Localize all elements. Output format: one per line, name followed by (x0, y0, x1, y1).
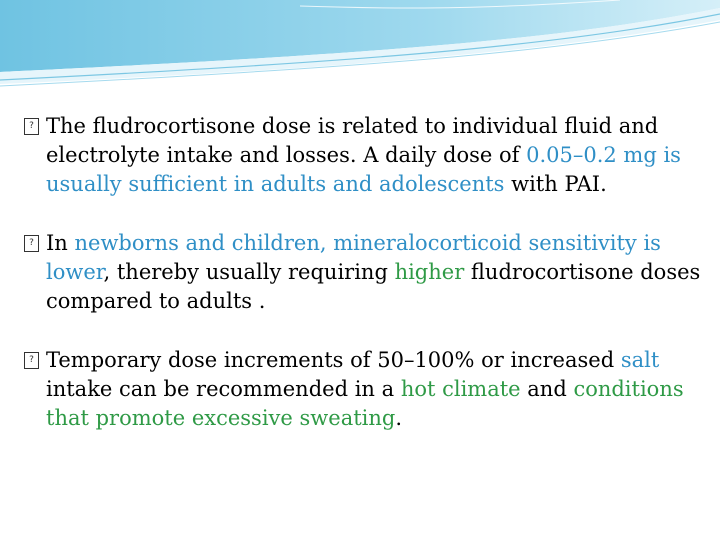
text-segment: The fludrocortisone dose is related to individual fluid and electrolyte intake and losses. A daily dose of (46, 114, 659, 167)
text-segment: 0.05–0.2 mg (526, 143, 657, 167)
bullet-text (46, 114, 681, 196)
text-segment: salt (620, 348, 660, 372)
text-segment: fludrocortisone doses compared to adults . (46, 260, 701, 313)
text-segment: hot climate (400, 377, 521, 401)
text-segment: newborns and children, mineralocorticoid sensitivity is lower (46, 231, 661, 284)
text-segment: , thereby usually requiring (103, 260, 395, 284)
bullet-item-3 (24, 346, 704, 433)
bullet-text (46, 231, 700, 313)
missing-glyph-icon: ? (24, 352, 39, 369)
text-segment: with PAI. (504, 172, 607, 196)
header-wave-decoration (0, 0, 720, 100)
bullet-item-1 (24, 112, 704, 199)
slide-body (24, 112, 704, 463)
text-segment: conditions that promote excessive sweating (46, 377, 684, 430)
text-segment: Temporary dose increments of 50–100% or increased (46, 348, 621, 372)
text-segment: is usually sufficient in adults and adolescents (46, 143, 681, 196)
missing-glyph-icon: ? (24, 235, 39, 252)
bullet-text (46, 348, 684, 430)
text-segment: higher (394, 260, 465, 284)
text-segment: and (520, 377, 574, 401)
missing-glyph-icon: ? (24, 118, 39, 135)
text-segment: intake can be recommended in a (46, 377, 401, 401)
text-segment: . (395, 406, 403, 430)
bullet-item-2 (24, 229, 704, 316)
text-segment: In (46, 231, 75, 255)
